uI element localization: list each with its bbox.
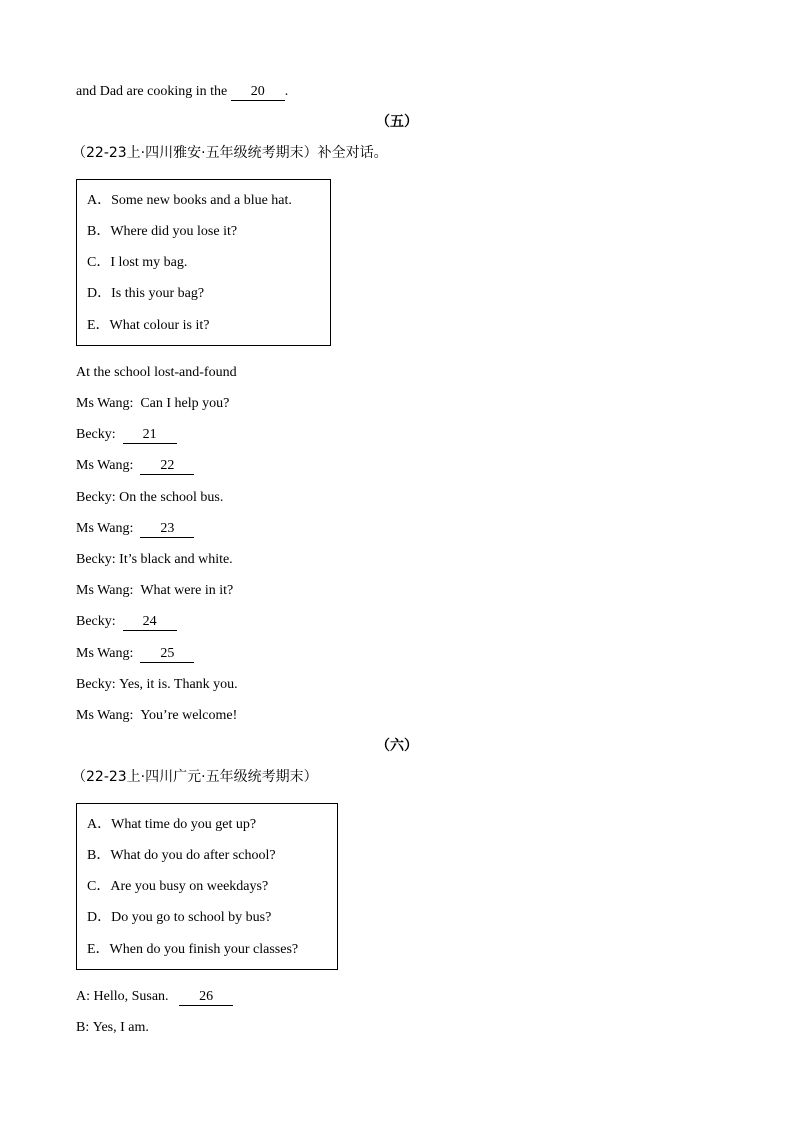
dialogue-line: Becky: It’s black and white. xyxy=(76,552,233,567)
section-source-5: （22-23上·四川雅安·五年级统考期末）补全对话。 xyxy=(72,145,388,161)
dialogue-line: A: Hello, Susan. 26 xyxy=(76,988,233,1006)
option-c: C．I lost my bag. xyxy=(87,255,188,270)
dialogue-scene: At the school lost-and-found xyxy=(76,365,237,380)
dialogue-line: Ms Wang: Can I help you? xyxy=(76,396,230,411)
option-d: D．Is this your bag? xyxy=(87,286,205,301)
dialogue-line: Ms Wang: What were in it? xyxy=(76,583,234,598)
dialogue-line: Ms Wang: 22 xyxy=(76,457,194,475)
option-a: A．Some new books and a blue hat. xyxy=(87,193,292,208)
dialogue-line: Becky: On the school bus. xyxy=(76,490,224,505)
options-box-5 xyxy=(76,179,331,346)
section-heading-6: （六） xyxy=(376,738,418,754)
dialogue-line: Becky: Yes, it is. Thank you. xyxy=(76,677,238,692)
option-e: E．When do you finish your classes? xyxy=(87,942,299,957)
dialogue-line: Ms Wang: 25 xyxy=(76,645,194,663)
answer-blank-22[interactable]: 22 xyxy=(140,458,194,475)
dialogue-line: Becky: 24 xyxy=(76,613,177,631)
answer-blank-25[interactable]: 25 xyxy=(140,646,194,663)
section-source-6: （22-23上·四川广元·五年级统考期末） xyxy=(72,769,318,785)
option-c: C．Are you busy on weekdays? xyxy=(87,879,269,894)
answer-blank-21[interactable]: 21 xyxy=(123,427,177,444)
options-box-6 xyxy=(76,803,338,970)
continued-sentence: and Dad are cooking in the 20 . xyxy=(76,84,289,99)
dialogue-line: Ms Wang: 23 xyxy=(76,520,194,538)
option-b: B．What do you do after school? xyxy=(87,848,276,863)
answer-blank-20[interactable]: 20 xyxy=(231,84,285,101)
option-b: B．Where did you lose it? xyxy=(87,224,238,239)
answer-blank-23[interactable]: 23 xyxy=(140,521,194,538)
option-d: D．Do you go to school by bus? xyxy=(87,910,272,925)
option-a: A．What time do you get up? xyxy=(87,817,257,832)
section-heading-5: （五） xyxy=(376,114,418,130)
dialogue-line: B: Yes, I am. xyxy=(76,1020,149,1035)
dialogue-line: Becky: 21 xyxy=(76,426,177,444)
option-e: E．What colour is it? xyxy=(87,318,210,333)
answer-blank-24[interactable]: 24 xyxy=(123,614,177,631)
dialogue-line: Ms Wang: You’re welcome! xyxy=(76,708,238,723)
answer-blank-26[interactable]: 26 xyxy=(179,989,233,1006)
